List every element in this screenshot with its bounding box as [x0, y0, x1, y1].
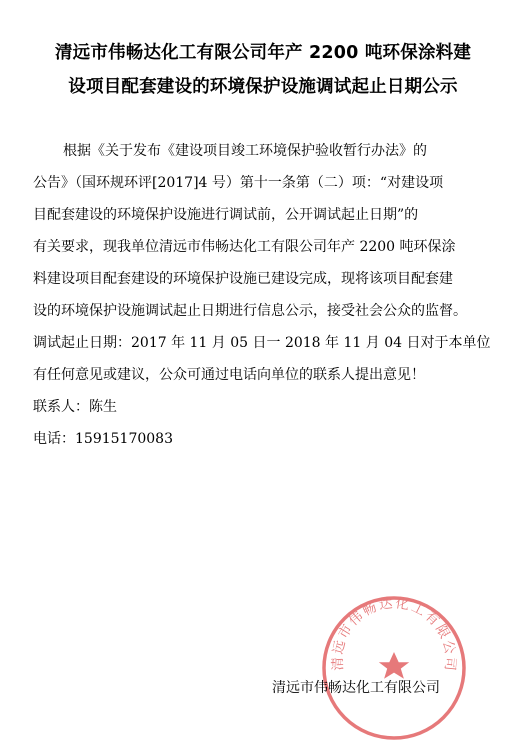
body-line-3: 目配套建设的环境保护设施进行调试前，公开调试起止日期”的 — [33, 207, 419, 223]
notice-title — [22, 36, 504, 104]
contact-person: 联系人：陈生 — [33, 399, 117, 415]
body-line-2: 公告》（国环规环评[2017]4 号）第十一条第（二）项：“对建设项 — [33, 175, 444, 191]
body-line-5: 料建设项目配套建设的环境保护设施已建设完成，现将该项目配套建 — [33, 271, 453, 287]
body-line-8: 有任何意见或建议，公众可通过电话向单位的联系人提出意见！ — [33, 367, 425, 383]
contact-phone: 电话：15915170083 — [33, 431, 173, 447]
body-line-6: 设的环境保护设施调试起止日期进行信息公示，接受社会公众的监督。 — [33, 303, 467, 319]
body-line-4: 有关要求，现我单位清远市伟畅达化工有限公司年产 2200 吨环保涂 — [33, 239, 456, 255]
title-line-2: 设项目配套建设的环境保护设施调试起止日期公示 — [68, 77, 458, 97]
seal-text-path: 清远市伟畅达化工有限公司 — [329, 595, 459, 674]
seal-star — [379, 652, 409, 679]
title-line-1: 清远市伟畅达化工有限公司年产 2200 吨环保涂料建 — [54, 43, 472, 63]
company-signature: 清远市伟畅达化工有限公司 — [272, 680, 440, 696]
company-seal — [316, 590, 472, 746]
seal-graphic — [324, 594, 464, 738]
body-line-1: 根据《关于发布《建设项目竣工环境保护验收暂行办法》的 — [63, 143, 427, 159]
body-line-7: 调试起止日期：2017 年 11 月 05 日一 2018 年 11 月 04 日对于本单位 — [33, 335, 491, 351]
